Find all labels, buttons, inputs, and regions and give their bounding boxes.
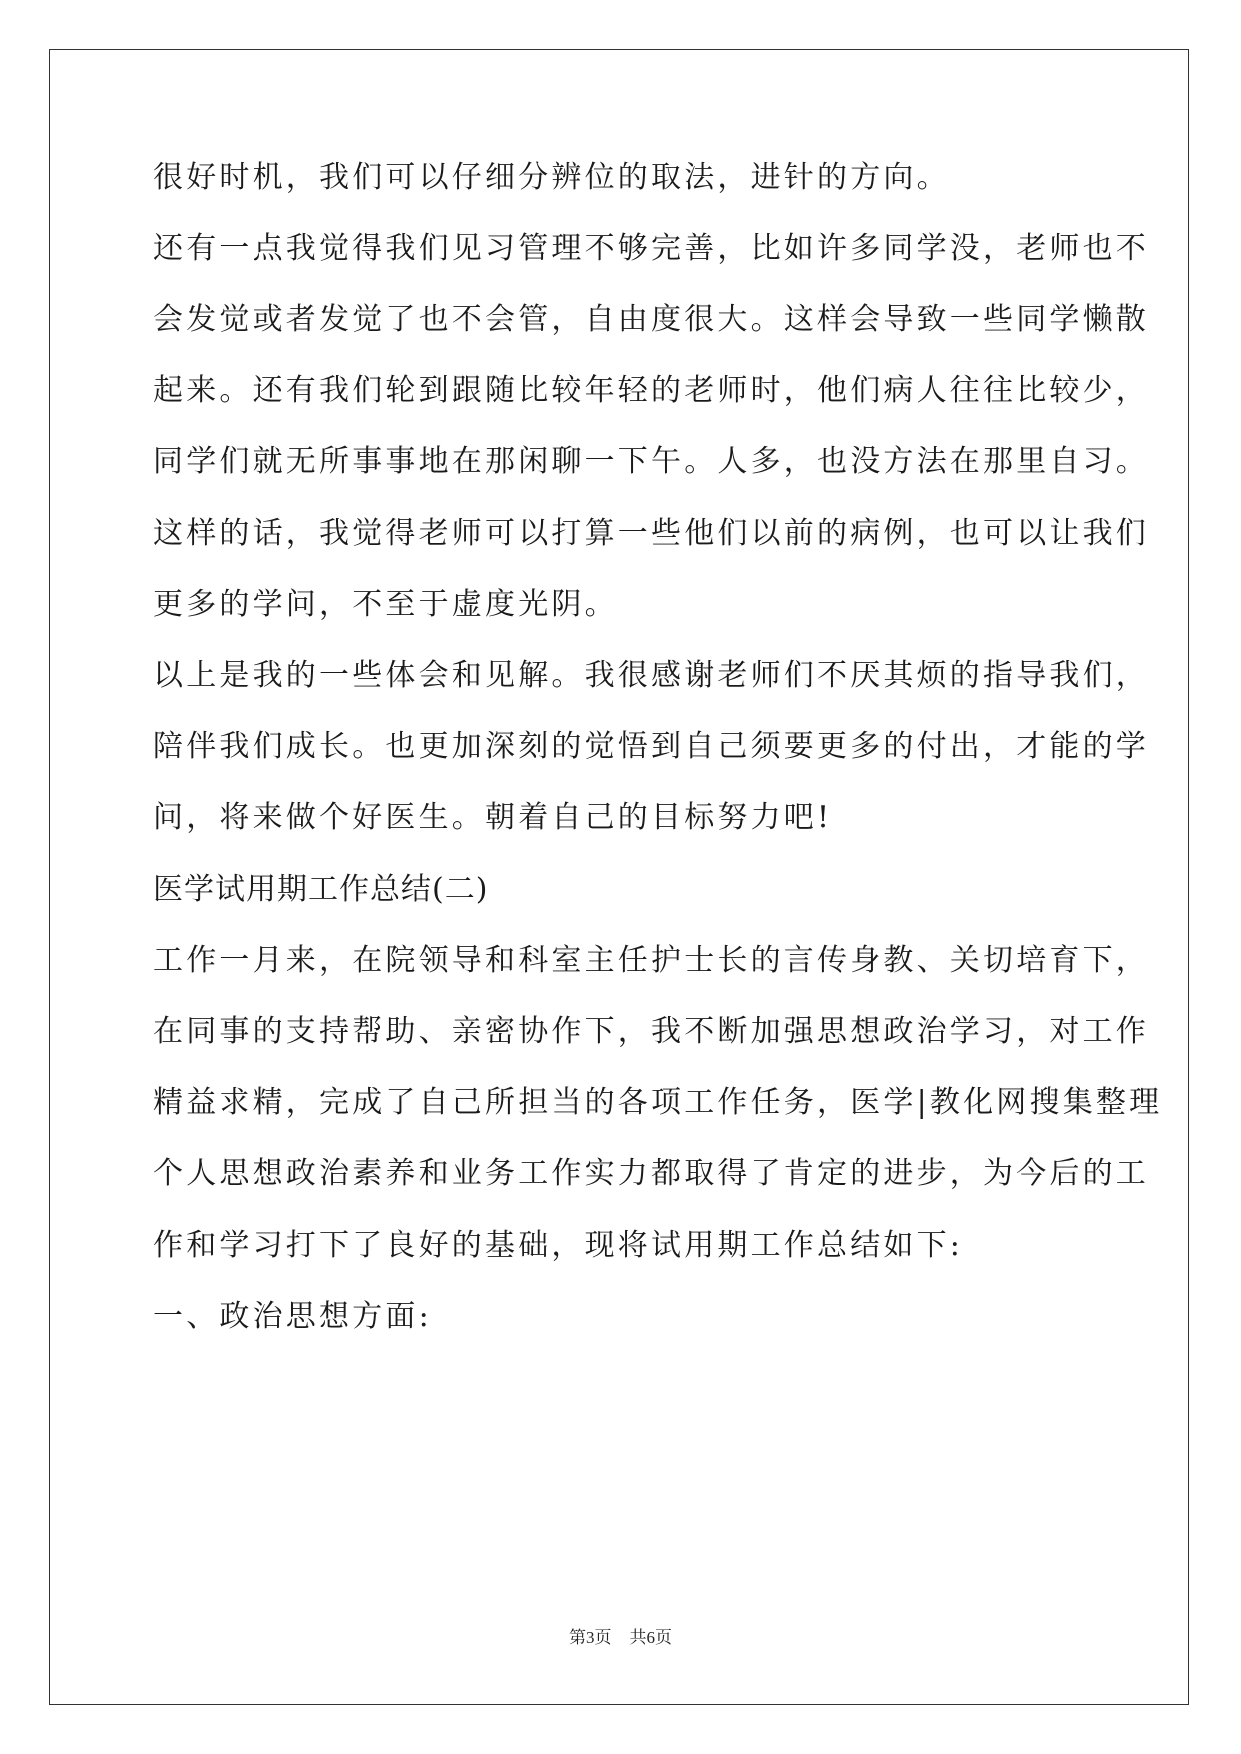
paragraph-line: 在同事的支持帮助、亲密协作下，我不断加强思想政治学习，对工作 [153, 1014, 1149, 1049]
paragraph-line: 很好时机，我们可以仔细分辨位的取法，进针的方向。 [153, 160, 950, 195]
current-page-label: 第3页 [569, 1628, 612, 1647]
total-pages-label: 共6页 [629, 1628, 672, 1647]
paragraph-line: 更多的学问，不至于虚度光阴。 [153, 587, 618, 622]
paragraph-line: 这样的话，我觉得老师可以打算一些他们以前的病例，也可以让我们 [153, 516, 1149, 551]
paragraph-line: 会发觉或者发觉了也不会管，自由度很大。这样会导致一些同学懒散 [153, 302, 1149, 337]
paragraph-line: 起来。还有我们轮到跟随比较年轻的老师时，他们病人往往比较少， [153, 373, 1149, 408]
paragraph-line: 还有一点我觉得我们见习管理不够完善，比如许多同学没，老师也不 [153, 231, 1149, 266]
section-heading: 医学试用期工作总结(二) [153, 872, 489, 907]
paragraph-line: 以上是我的一些体会和见解。我很感谢老师们不厌其烦的指导我们， [153, 658, 1149, 693]
paragraph-line: 作和学习打下了良好的基础，现将试用期工作总结如下: [153, 1228, 964, 1263]
page-footer [0, 1623, 1241, 1648]
paragraph-line: 精益求精，完成了自己所担当的各项工作任务，医学|教化网搜集整理 [153, 1085, 1163, 1120]
paragraph-line: 问，将来做个好医生。朝着自己的目标努力吧! [153, 800, 833, 835]
subsection-heading: 一、政治思想方面: [153, 1299, 432, 1334]
paragraph-line: 工作一月来，在院领导和科室主任护士长的言传身教、关切培育下， [153, 943, 1149, 978]
paragraph-line: 同学们就无所事事地在那闲聊一下午。人多，也没方法在那里自习。 [153, 444, 1149, 479]
paragraph-line: 个人思想政治素养和业务工作实力都取得了肯定的进步，为今后的工 [153, 1156, 1149, 1191]
paragraph-line: 陪伴我们成长。也更加深刻的觉悟到自己须要更多的付出，才能的学 [153, 729, 1149, 764]
